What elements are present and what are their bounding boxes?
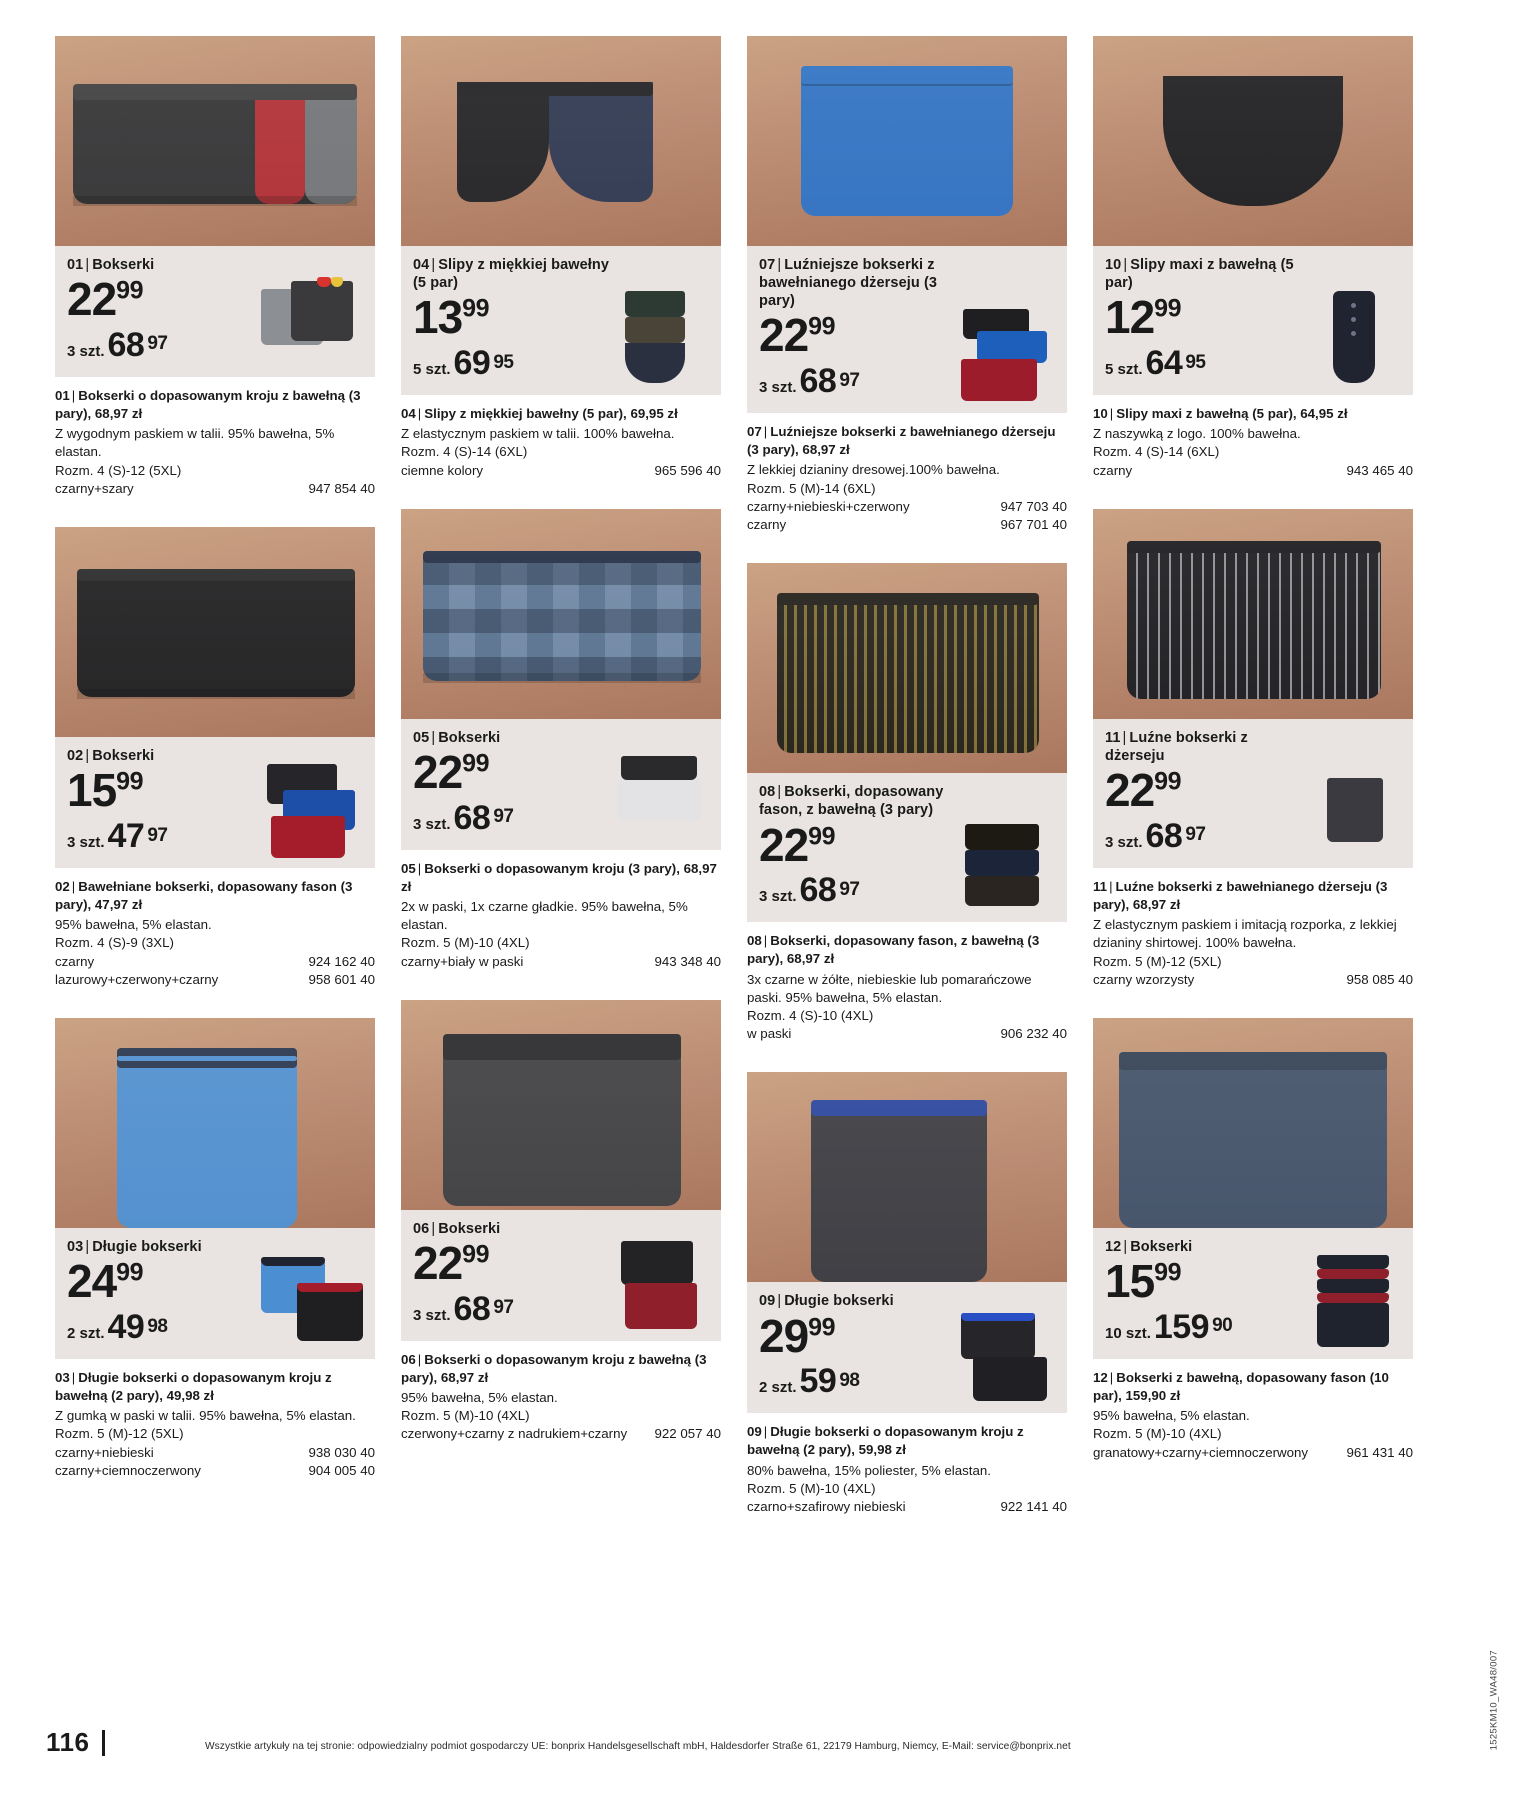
variant-row: czarny+szary 947 854 40 [55,480,375,496]
variant-thumb-10 [1299,291,1403,387]
variant-row: czarny+ciemnoczerwony 904 005 40 [55,1462,375,1478]
price-main-08: $22^{99}$ [759,818,835,871]
variant-row: czarny+biały w paski 943 348 40 [401,953,721,969]
variant-thumb-06 [607,1237,711,1333]
product-desc-07: 07 | Luźniejsze bokserki z bawełnianego dżerseju (3 pary), 68,97 zł Z lekkiej dzianiny dresowej.100% bawełna. Rozm. 5 (M)-14 (6XL) czarny+niebieski+czerwony 947 703 40 czarny 967 701 40 [747,413,1067,534]
variant-thumb-03 [261,1255,365,1351]
variant-thumb-02 [261,764,365,860]
product-photo-11 [1093,509,1413,719]
product-photo-10 [1093,36,1413,246]
price-multi-07: 3 szt.68 $^{97}$ [759,362,860,401]
price-multi-06: 3 szt.68 $^{97}$ [413,1289,514,1328]
band-title-10: 10 | Slipy maxi z bawełną (5 par) [1105,257,1294,292]
product-card-11[interactable] [1093,509,1413,989]
product-card-09[interactable] [747,1072,1067,1516]
product-photo-02 [55,527,375,737]
variant-thumb-05 [607,746,711,842]
product-card-03[interactable] [55,1018,375,1480]
variant-row: czarny 967 701 40 [747,517,1067,533]
price-multi-09: 2 szt.59 $^{98}$ [759,1362,860,1401]
variant-row: czarny+niebieski+czerwony 947 703 40 [747,498,1067,514]
price-main-12: $15^{99}$ [1105,1255,1181,1308]
product-photo-08 [747,563,1067,773]
price-main-03: $24^{99}$ [67,1255,143,1308]
price-main-09: $29^{99}$ [759,1309,835,1362]
product-desc-09: 09 | Długie bokserki o dopasowanym kroju z bawełną (2 pary), 59,98 zł 80% bawełna, 15% poliester, 5% elastan. Rozm. 5 (M)-10 (4XL) czarno+szafirowy niebieski 922 141 40 [747,1413,1067,1516]
product-photo-09 [747,1072,1067,1282]
price-main-04: $13^{99}$ [413,291,489,344]
variant-row: czerwony+czarny z nadrukiem+czarny 922 057 40 [401,1426,721,1442]
grid-column-2 [401,36,721,1545]
price-multi-04: 5 szt.69 $^{95}$ [413,343,514,382]
product-card-12[interactable] [1093,1018,1413,1462]
price-band-03 [55,1228,375,1359]
product-desc-11: 11 | Luźne bokserki z bawełnianego dżerseju (3 pary), 68,97 zł Z elastycznym paskiem i imitacją rozporka, z lekkiej dzianiny shirtowej. 100% bawełna. Rozm. 5 (M)-12 (5XL) czarny wzorzysty 958 085 40 [1093,868,1413,989]
product-desc-06: 06 | Bokserki o dopasowanym kroju z bawełną (3 pary), 68,97 zł 95% bawełna, 5% elastan. Rozm. 5 (M)-10 (4XL) czerwony+czarny z nadrukiem+czarny 922 057 40 [401,1341,721,1444]
variant-row: czarny+niebieski 938 030 40 [55,1444,375,1460]
product-photo-01 [55,36,375,246]
product-photo-03 [55,1018,375,1228]
band-title-05: 05 | Bokserki [413,729,501,746]
price-main-07: $22^{99}$ [759,309,835,362]
variant-thumb-11 [1299,764,1403,860]
variant-row: czarno+szafirowy niebieski 922 141 40 [747,1499,1067,1515]
band-title-08: 08 | Bokserki, dopasowany fason, z bawełną (3 pary) [759,784,944,819]
product-desc-04: 04 | Slipy z miękkiej bawełny (5 par), 69,95 zł Z elastycznym paskiem w talii. 100% bawełna. Rozm. 4 (S)-14 (6XL) ciemne kolory 965 596 40 [401,395,721,480]
price-band-06 [401,1210,721,1341]
price-multi-08: 3 szt.68 $^{97}$ [759,871,860,910]
variant-row: ciemne kolory 965 596 40 [401,462,721,478]
page-footer [0,1727,1515,1776]
variant-thumb-04 [607,291,711,387]
product-card-07[interactable] [747,36,1067,534]
product-photo-12 [1093,1018,1413,1228]
product-desc-10: 10 | Slipy maxi z bawełną (5 par), 64,95 zł Z naszywką z logo. 100% bawełna. Rozm. 4 (S)-14 (6XL) czarny 943 465 40 [1093,395,1413,480]
band-title-12: 12 | Bokserki [1105,1238,1193,1255]
variant-thumb-08 [953,818,1057,914]
price-band-07 [747,246,1067,413]
price-multi-01: 3 szt.68 $^{97}$ [67,325,168,364]
product-photo-06 [401,1000,721,1210]
price-main-11: $22^{99}$ [1105,764,1181,816]
price-multi-02: 3 szt.47 $^{97}$ [67,816,168,855]
variant-row: granatowy+czarny+ciemnoczerwony 961 431 40 [1093,1444,1413,1460]
variant-row: czarny 943 465 40 [1093,462,1413,478]
variant-row: lazurowy+czerwony+czarny 958 601 40 [55,971,375,987]
band-title-02: 02 | Bokserki [67,748,155,765]
variant-thumb-07 [953,309,1057,405]
product-photo-07 [747,36,1067,246]
grid-column-3 [747,36,1067,1545]
product-card-01[interactable] [55,36,375,498]
price-multi-03: 2 szt.49 $^{98}$ [67,1307,168,1346]
legal-notice: Wszystkie artykuły na tej stronie: odpowiedzialny podmiot gospodarczy UE: bonprix Handelsgesellschaft mbH, Haldesdorfer Straße 61, 22179 Hamburg, Niemcy, E-Mail: service@bonprix.net [205,1741,1071,1752]
variant-thumb-12 [1299,1255,1403,1351]
band-title-04: 04 | Slipy z miękkiej bawełny (5 par) [413,257,610,292]
product-card-04[interactable] [401,36,721,480]
variant-row: w paski 906 232 40 [747,1026,1067,1042]
price-multi-12: 10 szt.159 $^{90}$ [1105,1307,1233,1346]
product-grid [55,36,1415,1545]
price-band-01 [55,246,375,377]
price-band-05 [401,719,721,850]
variant-row: czarny wzorzysty 958 085 40 [1093,971,1413,987]
grid-column-1 [55,36,375,1545]
price-main-10: $12^{99}$ [1105,291,1181,344]
price-band-08 [747,773,1067,922]
page-number-divider [102,1730,105,1756]
price-multi-05: 3 szt.68 $^{97}$ [413,798,514,837]
grid-column-4 [1093,36,1413,1545]
product-card-08[interactable] [747,563,1067,1043]
band-title-07: 07 | Luźniejsze bokserki z bawełnianego dżerseju (3 pary) [759,257,938,310]
edition-code: 1525KM10_WA48/007 [1488,1650,1499,1751]
price-main-05: $22^{99}$ [413,745,489,798]
product-card-02[interactable] [55,527,375,989]
product-photo-04 [401,36,721,246]
price-band-04 [401,246,721,395]
price-main-01: $22^{99}$ [67,273,143,326]
product-desc-12: 12 | Bokserki z bawełną, dopasowany fason (10 par), 159,90 zł 95% bawełna, 5% elastan. Rozm. 5 (M)-10 (4XL) granatowy+czarny+ciemnoczerwony 961 431 40 [1093,1359,1413,1462]
band-title-01: 01 | Bokserki [67,257,155,273]
variant-thumb-01 [261,273,365,369]
price-main-02: $15^{99}$ [67,764,143,817]
price-multi-10: 5 szt.64 $^{95}$ [1105,343,1206,382]
product-desc-08: 08 | Bokserki, dopasowany fason, z bawełną (3 pary), 68,97 zł 3x czarne w żółte, niebieskie lub pomarańczowe paski. 95% bawełna, 5% elastan. Rozm. 4 (S)-10 (4XL) w paski 906 232 40 [747,922,1067,1043]
product-card-06[interactable] [401,1000,721,1444]
product-desc-01: 01 | Bokserki o dopasowanym kroju z bawełną (3 pary), 68,97 zł Z wygodnym paskiem w talii. 95% bawełna, 5% elastan. Rozm. 4 (S)-12 (5XL) czarny+szary 947 854 40 [55,377,375,498]
variant-thumb-09 [953,1309,1057,1405]
variant-row: czarny 924 162 40 [55,953,375,969]
band-title-03: 03 | Długie bokserki [67,1239,202,1256]
price-band-10 [1093,246,1413,395]
product-card-05[interactable] [401,509,721,971]
price-band-02 [55,737,375,868]
product-desc-03: 03 | Długie bokserki o dopasowanym kroju z bawełną (2 pary), 49,98 zł Z gumką w paski w talii. 95% bawełna, 5% elastan. Rozm. 5 (M)-12 (5XL) czarny+niebieski 938 030 40 czarny+ciemnoczerwony 904 005 40 [55,1359,375,1480]
product-desc-02: 02 | Bawełniane bokserki, dopasowany fason (3 pary), 47,97 zł 95% bawełna, 5% elastan. Rozm. 4 (S)-9 (3XL) czarny 924 162 40 lazurowy+czerwony+czarny 958 601 40 [55,868,375,989]
product-photo-05 [401,509,721,719]
price-main-06: $22^{99}$ [413,1236,489,1289]
price-band-09 [747,1282,1067,1413]
product-card-10[interactable] [1093,36,1413,480]
price-band-11 [1093,719,1413,868]
price-multi-11: 3 szt.68 $^{97}$ [1105,816,1206,855]
price-band-12 [1093,1228,1413,1359]
band-title-09: 09 | Długie bokserki [759,1293,894,1310]
product-desc-05: 05 | Bokserki o dopasowanym kroju (3 pary), 68,97 zł 2x w paski, 1x czarne gładkie. 95% bawełna, 5% elastan. Rozm. 5 (M)-10 (4XL) czarny+biały w paski 943 348 40 [401,850,721,971]
band-title-06: 06 | Bokserki [413,1220,501,1237]
band-title-11: 11 | Luźne bokserki z dżerseju [1105,729,1248,764]
page-number: 116 [46,1727,90,1757]
